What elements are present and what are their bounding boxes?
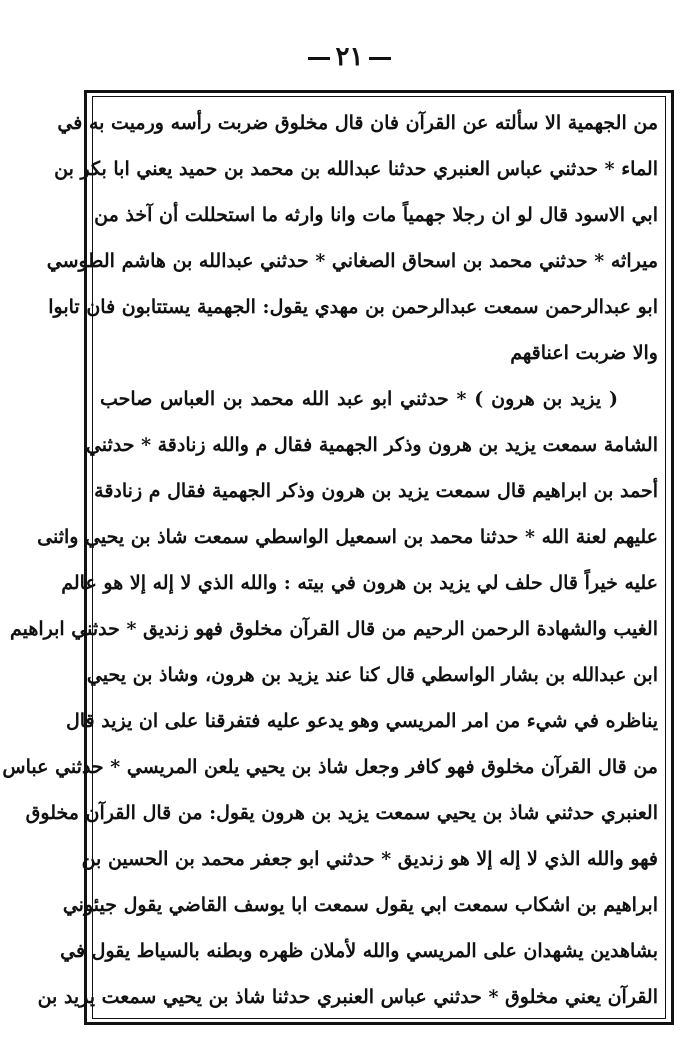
page-number-dash-left (308, 57, 330, 60)
text-line: العنبري حدثني شاذ بن يحيي سمعت يزيد بن هرون يقول: من قال القرآن مخلوق (25, 802, 658, 824)
text-line: الغيب والشهادة الرحمن الرحيم من قال القرآن مخلوق فهو زنديق * حدثني ابراهيم (9, 618, 658, 640)
text-line: فهو والله الذي لا إله إلا هو زنديق * حدثني ابو جعفر محمد بن الحسين بن (81, 848, 658, 870)
text-line: عليه خيراً قال حلف لي يزيد بن هرون في بيته : والله الذي لا إله إلا هو عالم (61, 572, 658, 594)
body-text (2, 100, 658, 1020)
page-number-dash-right (369, 57, 391, 60)
text-line: القرآن يعني مخلوق * حدثني عباس العنبري حدثنا شاذ بن يحيي سمعت يزيد بن (37, 986, 658, 1008)
text-line: من الجهمية الا سألته عن القرآن فان قال مخلوق ضربت رأسه ورميت به في (57, 112, 658, 134)
text-line: أحمد بن ابراهيم قال سمعت يزيد بن هرون وذكر الجهمية فقال م زنادقة (94, 480, 658, 502)
page-number (0, 42, 699, 72)
page-number-value: ٢١ (335, 42, 364, 72)
text-line: الماء * حدثني عباس العنبري حدثنا عبدالله بن محمد بن حميد يعني ابا بكر بن (54, 158, 658, 180)
text-line: يناظره في شيء من امر المريسي وهو يدعو عليه فتفرقنا على ان يزيد قال (65, 710, 658, 732)
text-line: ابي الاسود قال لو ان رجلا جهمياً مات وانا وارثه ما استحللت أن آخذ من (94, 204, 658, 226)
text-line: الشامة سمعت يزيد بن هرون وذكر الجهمية فقال م والله زنادقة * حدثني (85, 434, 658, 456)
text-line: ابن عبدالله بن بشار الواسطي قال كنا عند يزيد بن هرون، وشاذ بن يحيي (86, 664, 658, 686)
text-line: من قال القرآن مخلوق فهو كافر وجعل شاذ بن يحيي يلعن المريسي * حدثني عباس (2, 756, 658, 778)
text-line: بشاهدين يشهدان على المريسي والله لأملان ظهره وبطنه بالسياط يقول في (60, 940, 658, 962)
text-line: ميراثه * حدثني محمد بن اسحاق الصغاني * حدثني عبدالله بن هاشم الطوسي (46, 250, 658, 272)
text-line: ابو عبدالرحمن سمعت عبدالرحمن بن مهدي يقول: الجهمية يستتابون فان تابوا (48, 296, 658, 318)
text-line: عليهم لعنة الله * حدثنا محمد بن اسمعيل الواسطي سمعت شاذ بن يحيي واثنى (37, 526, 658, 548)
text-line: ابراهيم بن اشكاب سمعت ابي يقول سمعت ابا يوسف القاضي يقول جيئوني (62, 894, 658, 916)
text-line: والا ضربت اعناقهم (510, 342, 658, 364)
section-heading-line: ( يزيد بن هرون ) * حدثني ابو عبد الله محمد بن العباس صاحب (100, 388, 618, 410)
